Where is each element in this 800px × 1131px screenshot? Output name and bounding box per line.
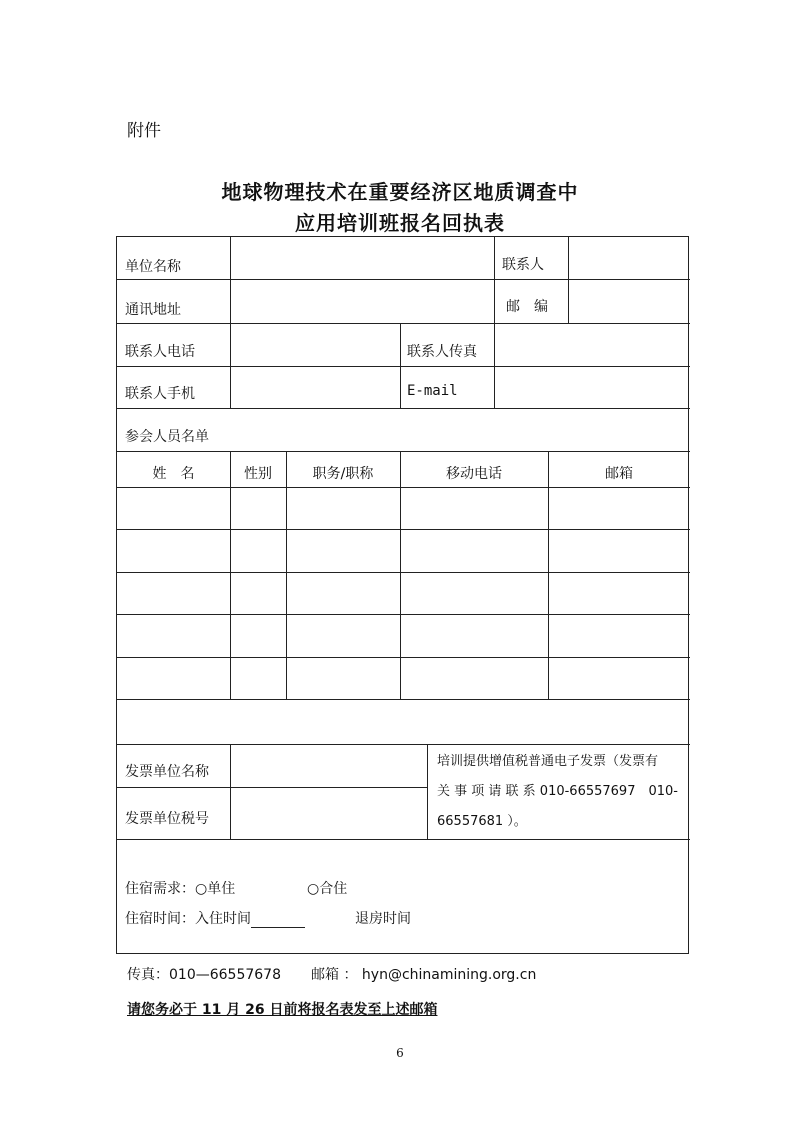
footer-email: 邮箱 ： hyn@chinamining.org.cn bbox=[311, 967, 537, 983]
attachment-label: 附件 bbox=[127, 121, 161, 141]
label-unit-name: 单位名称 bbox=[125, 259, 181, 275]
label-contact-mobile: 联系人手机 bbox=[125, 386, 195, 402]
label-contact-phone: 联系人电话 bbox=[125, 344, 195, 360]
checkin-date-blank[interactable] bbox=[251, 915, 305, 928]
submission-deadline: 请您务必于 11 月 26 日前将报名表发至上述邮箱 bbox=[127, 1002, 438, 1018]
header-gender: 性别 bbox=[244, 466, 272, 482]
header-mobile: 移动电话 bbox=[446, 466, 502, 482]
header-email: 邮箱 bbox=[605, 466, 633, 482]
label-postcode: 邮 编 bbox=[506, 299, 548, 315]
header-title: 职务/职称 bbox=[312, 466, 374, 482]
footer-fax: 传真：010—66557678 bbox=[127, 967, 281, 983]
registration-form-table bbox=[116, 236, 689, 954]
accommodation-needs: 住宿需求：○单住 bbox=[125, 881, 236, 897]
option-shared-room[interactable]: ○合住 bbox=[307, 881, 348, 897]
label-email: E-mail bbox=[407, 383, 458, 399]
label-contact-fax: 联系人传真 bbox=[407, 344, 477, 360]
label-invoice-tax: 发票单位税号 bbox=[125, 811, 209, 827]
invoice-note: 培训提供增值税普通电子发票（发票有 关 事 项 请 联 系 010-66557697 010- 66557681 ）。 bbox=[437, 754, 678, 829]
label-invoice-unit: 发票单位名称 bbox=[125, 764, 209, 780]
option-single-room[interactable]: ○单住 bbox=[195, 881, 236, 897]
form-title-line1: 地球物理技术在重要经济区地质调查中 bbox=[221, 180, 579, 204]
header-name: 姓 名 bbox=[152, 466, 195, 482]
accommodation-time: 住宿时间：入住时间 bbox=[125, 908, 305, 928]
label-contact-person: 联系人 bbox=[502, 257, 544, 273]
label-checkout-time: 退房时间 bbox=[355, 911, 411, 927]
label-address: 通讯地址 bbox=[125, 302, 181, 318]
label-attendee-list: 参会人员名单 bbox=[125, 429, 209, 445]
form-title-line2: 应用培训班报名回执表 bbox=[295, 211, 505, 235]
page-number: 6 bbox=[396, 1046, 404, 1060]
